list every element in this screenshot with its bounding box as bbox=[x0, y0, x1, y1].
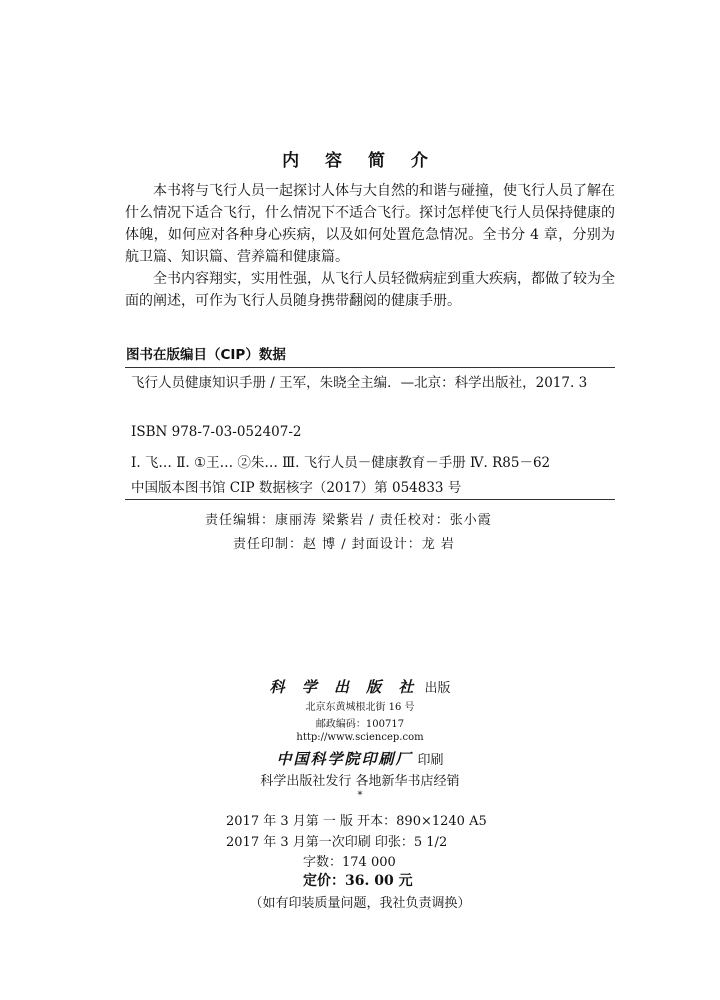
cip-record-number: 中国版本图书馆 CIP 数据核字（2017）第 054833 号 bbox=[131, 480, 462, 496]
publisher-address: 北京东黄城根北街 16 号 bbox=[305, 702, 415, 713]
printer-line bbox=[0, 748, 720, 769]
publisher-website: http://www.sciencep.com bbox=[296, 732, 424, 743]
edition-line: 2017 年 3 月第 一 版 开本：890×1240 A5 bbox=[226, 814, 487, 829]
publisher-postcode: 邮政编码：100717 bbox=[315, 719, 405, 730]
publisher-line bbox=[0, 676, 720, 697]
summary-paragraph-1: 本书将与飞行人员一起探讨人体与大自然的和谐与碰撞，使飞行人员了解在什么情况下适合飞行，什么情况下不适合飞行。探讨怎样使飞行人员保持健康的体魄，如何应对各种身心疾病，以及如何处置危急情况。全书分 4 章，分别为航卫篇、知识篇、营养篇和健康篇。 bbox=[125, 183, 615, 265]
summary-paragraph-2: 全书内容翔实，实用性强，从飞行人员轻微病症到重大疾病，都做了较为全面的阐述，可作为飞行人员随身携带翻阅的健康手册。 bbox=[125, 271, 615, 309]
print-suffix: 印刷 bbox=[417, 753, 444, 768]
staff-editors: 责任编辑：康丽涛 梁紫岩 / 责任校对：张小霞 bbox=[205, 513, 492, 528]
printing-line: 2017 年 3 月第一次印刷 印张：5 1/2 bbox=[226, 835, 448, 850]
separator-star: * bbox=[357, 790, 363, 801]
staff-production: 责任印制：赵 博 / 封面设计：龙 岩 bbox=[233, 537, 455, 552]
cip-bottom-rule bbox=[125, 499, 615, 500]
quality-notice: （如有印装质量问题，我社负责调换） bbox=[249, 896, 471, 911]
price: 定价：36. 00 元 bbox=[303, 873, 413, 889]
printer-brand: 中国科学院印刷厂 bbox=[276, 750, 413, 768]
word-count: 字数：174 000 bbox=[303, 855, 396, 870]
publisher-brand: 科 学 出 版 社 bbox=[269, 678, 420, 696]
cip-isbn: ISBN 978-7-03-052407-2 bbox=[131, 424, 302, 440]
cip-top-rule bbox=[125, 367, 615, 368]
cip-heading: 图书在版编目（CIP）数据 bbox=[126, 347, 286, 363]
cip-classification: Ⅰ. 飞… Ⅱ. ①王… ②朱… Ⅲ. 飞行人员－健康教育－手册 Ⅳ. R85－62 bbox=[131, 455, 551, 471]
summary-title: 内 容 简 介 bbox=[282, 151, 438, 171]
publish-suffix: 出版 bbox=[424, 681, 451, 696]
cip-bibliographic-line: 飞行人员健康知识手册 / 王军，朱晓全主编．—北京：科学出版社，2017. 3 bbox=[131, 375, 588, 391]
distribution-line: 科学出版社发行 各地新华书店经销 bbox=[260, 774, 460, 789]
